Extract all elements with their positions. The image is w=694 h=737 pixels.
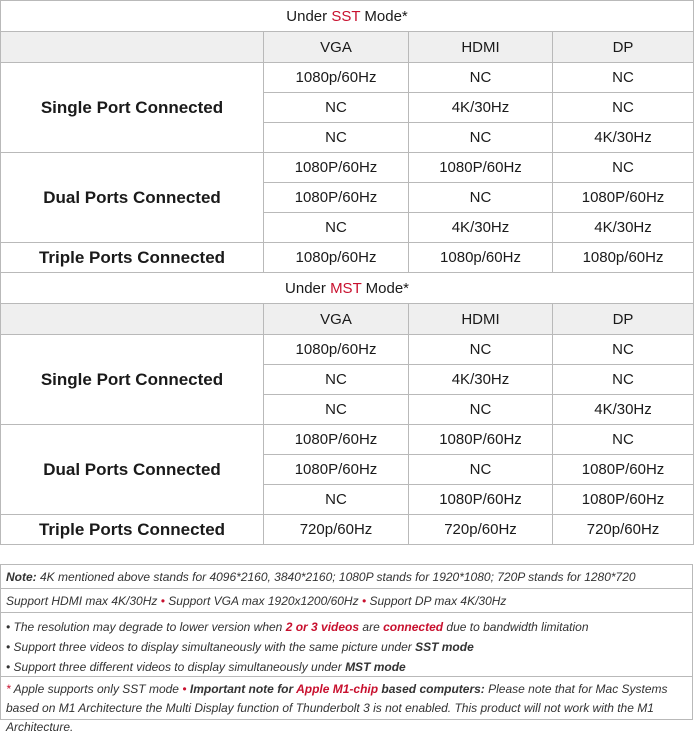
- table-row: [1, 243, 694, 273]
- table-cell: 1080P/60Hz: [409, 425, 553, 455]
- list-item: • Support three videos to display simultaneously with the same picture under SST mode: [6, 640, 474, 654]
- row-label-dual: Dual Ports Connected: [1, 425, 264, 515]
- table-cell: 1080p/60Hz: [553, 243, 694, 273]
- table-cell: NC: [409, 455, 553, 485]
- mst-mode-word: MST: [330, 279, 362, 297]
- list-item: • Support three different videos to display simultaneously under MST mode: [6, 660, 406, 674]
- table-cell: 1080P/60Hz: [409, 153, 553, 183]
- table-cell: 1080P/60Hz: [264, 183, 409, 213]
- list-item: • The resolution may degrade to lower version when 2 or 3 videos are connected due to bandwidth limitation: [6, 620, 589, 634]
- table-cell: 4K/30Hz: [553, 213, 694, 243]
- notes-section: [0, 564, 693, 734]
- table-cell: NC: [409, 335, 553, 365]
- sst-header-vga: VGA: [264, 32, 409, 63]
- mst-header-hdmi: HDMI: [409, 304, 553, 335]
- table-cell: 4K/30Hz: [409, 213, 553, 243]
- row-label-triple: Triple Ports Connected: [1, 243, 264, 273]
- table-cell: 4K/30Hz: [553, 123, 694, 153]
- table-cell: NC: [264, 93, 409, 123]
- table-cell: NC: [409, 183, 553, 213]
- note-line: Note: 4K mentioned above stands for 4096*2160, 3840*2160; 1080P stands for 1920*1080; 720P stands for 1280*720: [0, 564, 693, 589]
- sst-header-hdmi: HDMI: [409, 32, 553, 63]
- table-cell: NC: [264, 395, 409, 425]
- sst-mode-word: SST: [331, 7, 361, 25]
- table-cell: 1080p/60Hz: [264, 63, 409, 93]
- table-cell: 1080P/60Hz: [409, 485, 553, 515]
- row-label-dual: Dual Ports Connected: [1, 153, 264, 243]
- mst-title: Under MST Mode*: [1, 273, 694, 304]
- table-row: [1, 425, 694, 455]
- table-cell: NC: [553, 93, 694, 123]
- table-cell: NC: [409, 123, 553, 153]
- sst-header-row: [1, 32, 694, 63]
- table-cell: NC: [553, 63, 694, 93]
- table-cell: NC: [264, 123, 409, 153]
- table-row: [1, 153, 694, 183]
- table-row: [1, 515, 694, 545]
- mst-header-row: [1, 304, 694, 335]
- table-cell: 1080P/60Hz: [264, 455, 409, 485]
- note-label: Note:: [6, 570, 37, 584]
- table-cell: NC: [553, 153, 694, 183]
- bullet-list: [0, 613, 693, 677]
- row-label-triple: Triple Ports Connected: [1, 515, 264, 545]
- table-cell: NC: [264, 365, 409, 395]
- table-cell: 1080P/60Hz: [553, 485, 694, 515]
- table-cell: NC: [409, 395, 553, 425]
- table-cell: NC: [553, 335, 694, 365]
- table-row: [1, 335, 694, 365]
- table-cell: NC: [264, 213, 409, 243]
- row-label-single: Single Port Connected: [1, 63, 264, 153]
- row-label-single: Single Port Connected: [1, 335, 264, 425]
- table-cell: 4K/30Hz: [409, 365, 553, 395]
- table-cell: 720p/60Hz: [553, 515, 694, 545]
- sst-title: Under SST Mode*: [1, 1, 694, 32]
- table-cell: 1080P/60Hz: [553, 455, 694, 485]
- table-cell: 1080P/60Hz: [264, 425, 409, 455]
- table-cell: 1080p/60Hz: [409, 243, 553, 273]
- mst-header-vga: VGA: [264, 304, 409, 335]
- apple-note: * Apple supports only SST mode • Important note for Apple M1-chip based computers: Please note that for Mac Systems based on M1 Architecture the Multi Display function of Thunderbolt 3 is not enabled. This product will not work with the M1 Architecture.: [0, 677, 693, 720]
- table-cell: 720p/60Hz: [409, 515, 553, 545]
- table-cell: 4K/30Hz: [409, 93, 553, 123]
- table-cell: 1080p/60Hz: [264, 335, 409, 365]
- table-cell: NC: [409, 63, 553, 93]
- table-cell: NC: [553, 365, 694, 395]
- sst-header-dp: DP: [553, 32, 694, 63]
- table-cell: 720p/60Hz: [264, 515, 409, 545]
- mst-header-blank: [1, 304, 264, 335]
- sst-header-blank: [1, 32, 264, 63]
- table-cell: 1080p/60Hz: [264, 243, 409, 273]
- mst-header-dp: DP: [553, 304, 694, 335]
- table-cell: 4K/30Hz: [553, 395, 694, 425]
- table-cell: NC: [264, 485, 409, 515]
- support-line: Support HDMI max 4K/30Hz • Support VGA max 1920x1200/60Hz • Support DP max 4K/30Hz: [0, 589, 693, 613]
- table-cell: 1080P/60Hz: [553, 183, 694, 213]
- table-cell: NC: [553, 425, 694, 455]
- mst-title-row: [1, 273, 694, 304]
- table-cell: 1080P/60Hz: [264, 153, 409, 183]
- table-row: [1, 63, 694, 93]
- sst-title-row: [1, 1, 694, 32]
